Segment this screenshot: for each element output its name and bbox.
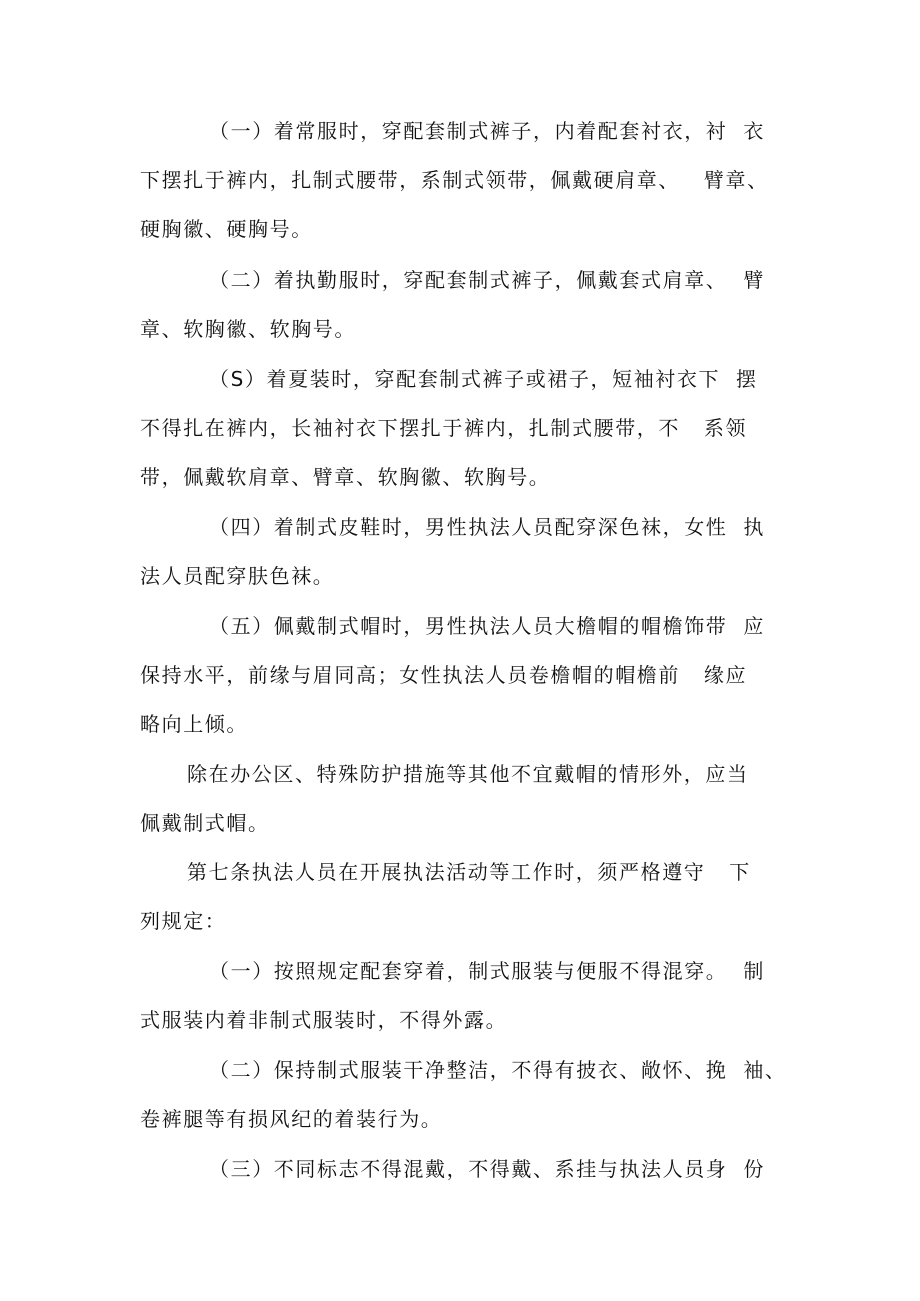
paragraph-line: 带，佩戴软肩章、臂章、软胸徽、软胸号。 [140,465,551,489]
paragraph-line: （三）不同标志不得混戴，不得戴、系挂与执法人员身 份 [209,1157,765,1181]
paragraph-line: 第七条执法人员在开展执法活动等工作时，须严格遵守 下 [187,860,751,884]
paragraph-line: 略向上倾。 [140,712,248,736]
paragraph-line: （四）着制式皮鞋时，男性执法人员配穿深色袜，女性 执 [209,515,765,539]
paragraph-line: （一）着常服时，穿配套制式裤子，内着配套衬衣，衬 衣 [209,119,765,143]
paragraph-line: （一）按照规定配套穿着，制式服装与便服不得混穿。 制 [209,959,765,983]
paragraph-line: （二）保持制式服装干净整洁，不得有披衣、敞怀、挽 袖、 [209,1058,787,1082]
paragraph-line: 除在办公区、特殊防护措施等其他不宜戴帽的情形外，应当 [187,762,749,786]
paragraph-line: 章、软胸徽、软胸号。 [140,317,356,341]
paragraph-line: 法人员配穿肤色袜。 [140,564,335,588]
paragraph-line: （二）着执勤服时，穿配套制式裤子，佩戴套式肩章、 臂 [209,268,765,292]
paragraph-line: （S）着夏装时，穿配套制式裤子或裙子，短袖衬衣下 摆 [209,367,758,391]
paragraph-line: 下摆扎于裤内，扎制式腰带，系制式领带，佩戴硬肩章、 臂章、 [140,168,769,192]
paragraph-line: 式服装内着非制式服装时，不得外露。 [140,1008,508,1032]
paragraph-line: 保持水平，前缘与眉同高；女性执法人员卷檐帽的帽檐前 缘应 [140,663,748,687]
paragraph-line: 硬胸徽、硬胸号。 [140,217,313,241]
paragraph-line: 列规定： [140,909,227,933]
paragraph-line: 不得扎在裤内，长袖衬衣下摆扎于裤内，扎制式腰带，不 系领 [140,416,748,440]
paragraph-line: （五）佩戴制式帽时，男性执法人员大檐帽的帽檐饰带 应 [209,614,765,638]
paragraph-line: 佩戴制式帽。 [140,811,270,835]
paragraph-line: 卷裤腿等有损风纪的着装行为。 [140,1107,443,1131]
